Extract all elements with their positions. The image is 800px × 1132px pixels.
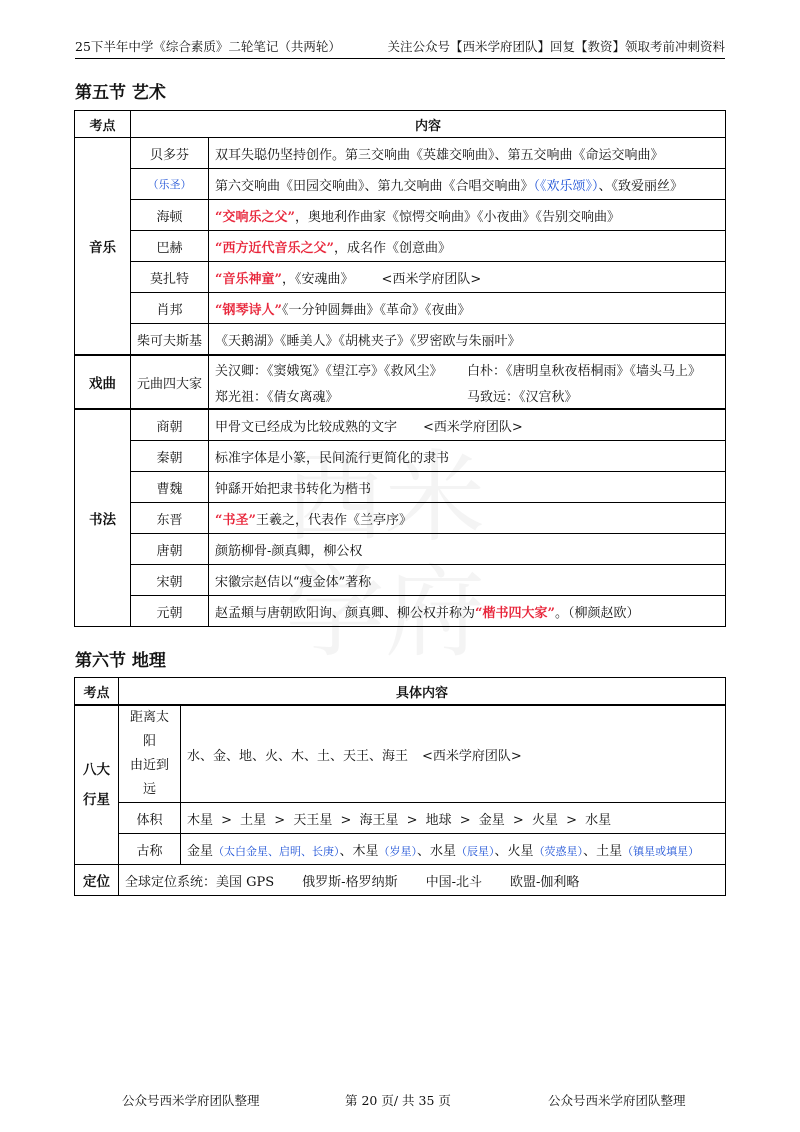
highlight-red: “楷书四大家” (475, 605, 555, 621)
art-table (74, 110, 726, 627)
row-content: 宋徽宗赵佶以“瘦金体”著称 (209, 565, 726, 596)
header-left-text: 25下半年中学《综合素质》二轮笔记（共两轮） (75, 39, 341, 54)
row-content: 木星 > 土星 > 天王星 > 海王星 > 地球 > 金星 > 火星 > 水星 (181, 803, 726, 834)
row-content (181, 834, 726, 865)
table-row (75, 293, 726, 324)
text: 郑光祖：《倩女离魂》 (215, 389, 339, 405)
text: 王羲之，代表作《兰亭序》 (255, 512, 412, 528)
text: 水、金、地、火、木、土、天王、海王 (187, 748, 409, 764)
row-content (209, 293, 726, 324)
row-label: 海顿 (131, 200, 209, 231)
row-content (209, 200, 726, 231)
section-5-title: 第五节 艺术 (75, 83, 166, 103)
table-row (75, 834, 726, 865)
row-label: 东晋 (131, 503, 209, 534)
row-label: 肖邦 (131, 293, 209, 324)
geography-table (74, 677, 726, 896)
row-content: 双耳失聪仍坚持创作。第三交响曲《英雄交响曲》、第五交响曲《命运交响曲》 (209, 138, 726, 169)
text: 甲骨文已经成为比较成熟的文字 (215, 419, 398, 435)
highlight-blue: （《欢乐颂》） (533, 178, 599, 194)
row-content (209, 169, 726, 200)
text: 全球定位系统：美国 GPS (125, 874, 275, 890)
row-content (209, 355, 726, 382)
label: 八大 (83, 762, 110, 778)
header-right-text: 关注公众号【西米学府团队】回复【教资】领取考前冲刺资料 (387, 39, 725, 54)
table-row (75, 705, 726, 803)
text: 金星 (187, 843, 214, 859)
text: ，《安魂曲》 (281, 271, 354, 287)
row-label: 巴赫 (131, 231, 209, 262)
table-row (75, 355, 726, 382)
table-row (75, 865, 726, 896)
highlight-blue: （岁星） (378, 844, 418, 858)
text: 马致远：《汉宫秋》 (467, 389, 578, 405)
category-gps: 定位 (75, 865, 119, 896)
text: 《一分钟圆舞曲》《革命》《夜曲》 (281, 302, 471, 318)
table-row (75, 441, 726, 472)
col-kaodian: 考点 (75, 111, 131, 138)
text: ，奥地利作曲家《惊愕交响曲》《小夜曲》《告别交响曲》 (294, 209, 620, 225)
table-row (75, 472, 726, 503)
highlight-blue: （辰星） (456, 844, 495, 858)
row-label: 元曲四大家 (131, 355, 209, 409)
table-row (75, 262, 726, 293)
geo-table-header (75, 678, 726, 706)
category-music: 音乐 (75, 138, 131, 356)
table-row (75, 596, 726, 627)
table-row (75, 324, 726, 356)
category-calligraphy: 书法 (75, 409, 131, 627)
row-content: 钟繇开始把隶书转化为楷书 (209, 472, 726, 503)
col-neirong: 内容 (131, 111, 726, 138)
table-row (75, 503, 726, 534)
text: ，成名作《创意曲》 (333, 240, 451, 256)
row-content (119, 865, 726, 896)
row-content (209, 503, 726, 534)
highlight-red: “交响乐之父” (215, 209, 295, 225)
text: 赵孟頫与唐朝欧阳询、颜真卿、柳公权并称为 (215, 605, 476, 621)
art-table-header (75, 111, 726, 138)
category-planets (75, 705, 119, 865)
row-label: 莫扎特 (131, 262, 209, 293)
row-label: 商朝 (131, 409, 209, 441)
row-label: 宋朝 (131, 565, 209, 596)
text: 关汉卿：《窦娥冤》《望江亭》《救风尘》 (215, 363, 443, 379)
row-label (119, 705, 181, 803)
highlight-blue: （太白金星、启明、长庚） (213, 844, 340, 858)
text: 、木星 (339, 843, 379, 859)
row-label: 唐朝 (131, 534, 209, 565)
table-row (75, 534, 726, 565)
table-row (75, 409, 726, 441)
row-label: 秦朝 (131, 441, 209, 472)
row-label: 柴可夫斯基 (131, 324, 209, 356)
row-content: 《天鹅湖》《睡美人》《胡桃夹子》《罗密欧与朱丽叶》 (209, 324, 726, 356)
table-row (75, 138, 726, 169)
row-content (209, 382, 726, 409)
text: 、火星 (494, 843, 534, 859)
text: 中国-北斗 (425, 874, 482, 890)
row-content (209, 409, 726, 441)
footer-left: 公众号西米学府团队整理 (122, 1093, 260, 1108)
text: 。（柳颜赵欧） (554, 605, 640, 621)
highlight-red: “西方近代音乐之父” (215, 240, 334, 256)
page-header (75, 38, 725, 59)
label: 距离太阳 (129, 710, 169, 749)
label: 由近到远 (129, 758, 169, 797)
row-content (181, 705, 726, 803)
row-label: 元朝 (131, 596, 209, 627)
row-label: 曹魏 (131, 472, 209, 503)
highlight-red: “钢琴诗人” (215, 302, 282, 318)
table-row (75, 231, 726, 262)
row-content (209, 262, 726, 293)
text: 白朴：《唐明皇秋夜梧桐雨》《墙头马上》 (467, 363, 702, 379)
note: <西米学府团队> (381, 271, 482, 287)
table-row (75, 803, 726, 834)
row-label: 贝多芬 (131, 138, 209, 169)
row-content (209, 231, 726, 262)
text: 第六交响曲《田园交响曲》、第九交响曲《合唱交响曲》 (215, 178, 534, 194)
table-row (75, 169, 726, 200)
col-neirong: 具体内容 (119, 678, 726, 706)
page-number: 第 20 页/ 共 35 页 (345, 1093, 451, 1108)
table-row (75, 565, 726, 596)
note: <西米学府团队> (422, 748, 522, 764)
label: 行星 (83, 792, 110, 808)
highlight-red: “书圣” (215, 512, 256, 528)
row-label: 古称 (119, 834, 181, 865)
section-6-title: 第六节 地理 (75, 651, 166, 671)
row-label: 体积 (119, 803, 181, 834)
text: 俄罗斯-格罗纳斯 (302, 874, 398, 890)
row-label-alias: （乐圣） (131, 169, 209, 200)
text: 、《致爱丽丝》 (598, 178, 684, 194)
text: 、水星 (417, 843, 457, 859)
text: 欧盟-伽利略 (509, 874, 580, 890)
table-row (75, 200, 726, 231)
footer-right: 公众号西米学府团队整理 (548, 1093, 686, 1108)
highlight-blue: （荧惑星） (533, 844, 584, 858)
row-content: 标准字体是小篆，民间流行更简化的隶书 (209, 441, 726, 472)
category-drama: 戏曲 (75, 355, 131, 409)
text: 、土星 (583, 843, 623, 859)
note: <西米学府团队> (423, 419, 523, 435)
row-content (209, 596, 726, 627)
row-content: 颜筋柳骨-颜真卿，柳公权 (209, 534, 726, 565)
highlight-red: “音乐神童” (215, 271, 282, 287)
highlight-blue: （镇星或填星） (622, 844, 700, 858)
col-kaodian: 考点 (75, 678, 119, 706)
